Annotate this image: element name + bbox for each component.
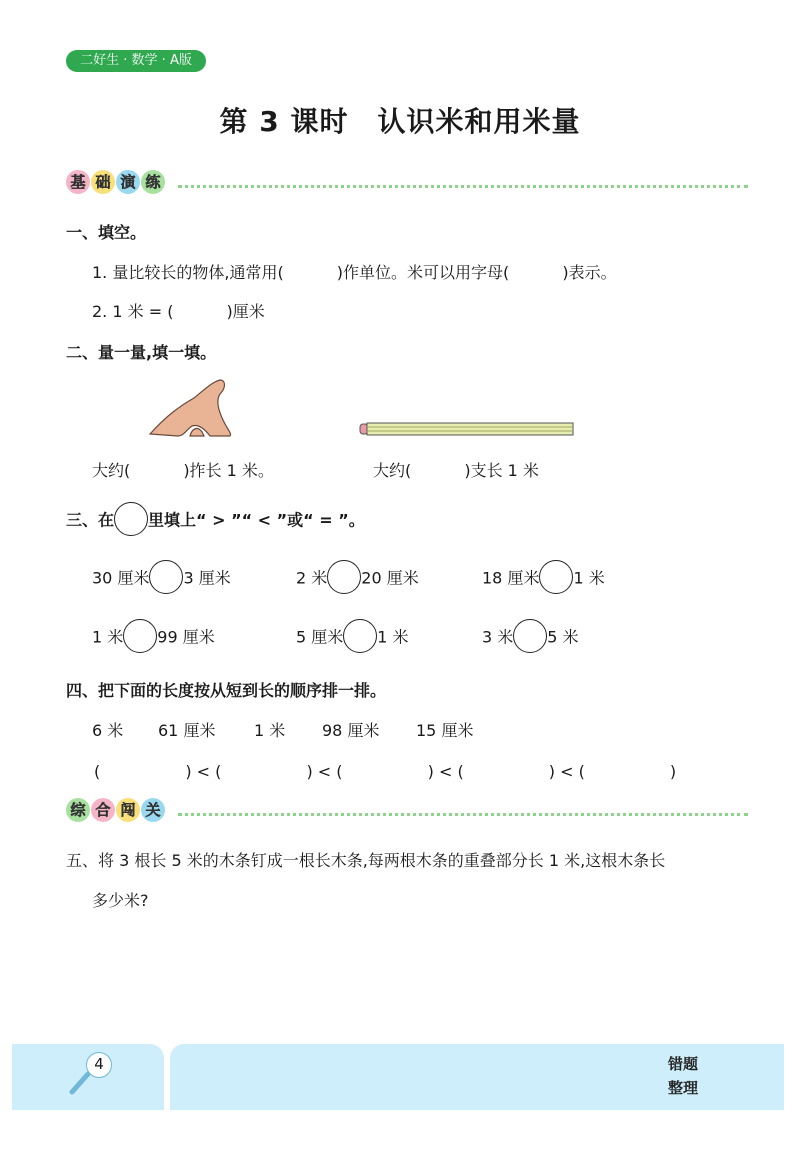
compare-left: 3 米 <box>482 627 514 647</box>
banner-char: 演 <box>116 170 140 194</box>
section5-line1: 五、将 3 根长 5 米的木条钉成一根长木条,每两根木条的重叠部分长 1 米,这根木条长 <box>66 851 666 870</box>
compare-left: 5 厘米 <box>296 627 344 647</box>
section1-q2: 2. 1 米 = ( )厘米 <box>92 302 265 321</box>
compare-item-3 <box>482 560 605 594</box>
section2-right-answer: 大约( )支长 1 米 <box>373 461 539 480</box>
answer-circle[interactable] <box>343 619 377 653</box>
hand-span-illustration <box>146 376 236 438</box>
page-number: 4 <box>86 1052 112 1078</box>
compare-right: 1 米 <box>573 568 605 588</box>
compare-right: 3 厘米 <box>183 568 231 588</box>
banner-basic-practice <box>66 170 686 204</box>
length-2: 61 厘米 <box>158 721 216 740</box>
section2-heading: 二、量一量,填一填。 <box>66 343 217 362</box>
compare-item-6 <box>482 619 579 653</box>
banner-char: 练 <box>141 170 165 194</box>
banner-char: 础 <box>91 170 115 194</box>
compare-right: 1 米 <box>377 627 409 647</box>
error-note-line2: 整理 <box>668 1079 699 1097</box>
compare-left: 2 米 <box>296 568 328 588</box>
section1-heading: 一、填空。 <box>66 223 147 242</box>
compare-right: 99 厘米 <box>157 627 215 647</box>
compare-left: 18 厘米 <box>482 568 540 588</box>
banner-char: 基 <box>66 170 90 194</box>
section3-heading-post: 里填上“ > ”“ < ”或“ = ”。 <box>148 510 365 530</box>
compare-left: 1 米 <box>92 627 124 647</box>
pencil-illustration <box>358 421 576 437</box>
compare-item-1 <box>92 560 231 594</box>
section3-heading-pre: 三、在 <box>66 510 115 530</box>
banner-char: 综 <box>66 798 90 822</box>
length-4: 98 厘米 <box>322 721 380 740</box>
section2-left-answer: 大约( )拃长 1 米。 <box>92 461 274 480</box>
order-answer-line: ( ) < ( ) < ( ) < ( ) < ( ) <box>94 762 677 781</box>
compare-right: 5 米 <box>547 627 579 647</box>
banner-char: 闯 <box>116 798 140 822</box>
length-5: 15 厘米 <box>416 721 474 740</box>
error-note-label <box>668 1052 698 1100</box>
compare-left: 30 厘米 <box>92 568 150 588</box>
compare-item-4 <box>92 619 215 653</box>
answer-circle[interactable] <box>149 560 183 594</box>
section5-line2: 多少米? <box>92 891 149 910</box>
length-3: 1 米 <box>254 721 286 740</box>
banner-comprehensive <box>66 798 686 832</box>
answer-circle[interactable] <box>327 560 361 594</box>
compare-right: 20 厘米 <box>361 568 419 588</box>
banner-char: 合 <box>91 798 115 822</box>
page-title: 第 3 课时 认识米和用米量 <box>219 105 581 138</box>
compare-item-2 <box>296 560 419 594</box>
banner-dotted-line <box>178 185 748 188</box>
section1-q1: 1. 量比较长的物体,通常用( )作单位。米可以用字母( )表示。 <box>92 263 617 282</box>
answer-circle[interactable] <box>123 619 157 653</box>
book-badge: 二好生 · 数学 · A版 <box>66 50 206 72</box>
length-1: 6 米 <box>92 721 124 740</box>
answer-circle[interactable] <box>539 560 573 594</box>
banner-char: 关 <box>141 798 165 822</box>
section3-heading <box>66 502 365 536</box>
compare-item-5 <box>296 619 409 653</box>
section4-heading: 四、把下面的长度按从短到长的顺序排一排。 <box>66 681 387 700</box>
answer-circle[interactable] <box>513 619 547 653</box>
error-note-line1: 错题 <box>668 1055 699 1073</box>
banner-dotted-line <box>178 813 748 816</box>
answer-circle[interactable] <box>114 502 148 536</box>
